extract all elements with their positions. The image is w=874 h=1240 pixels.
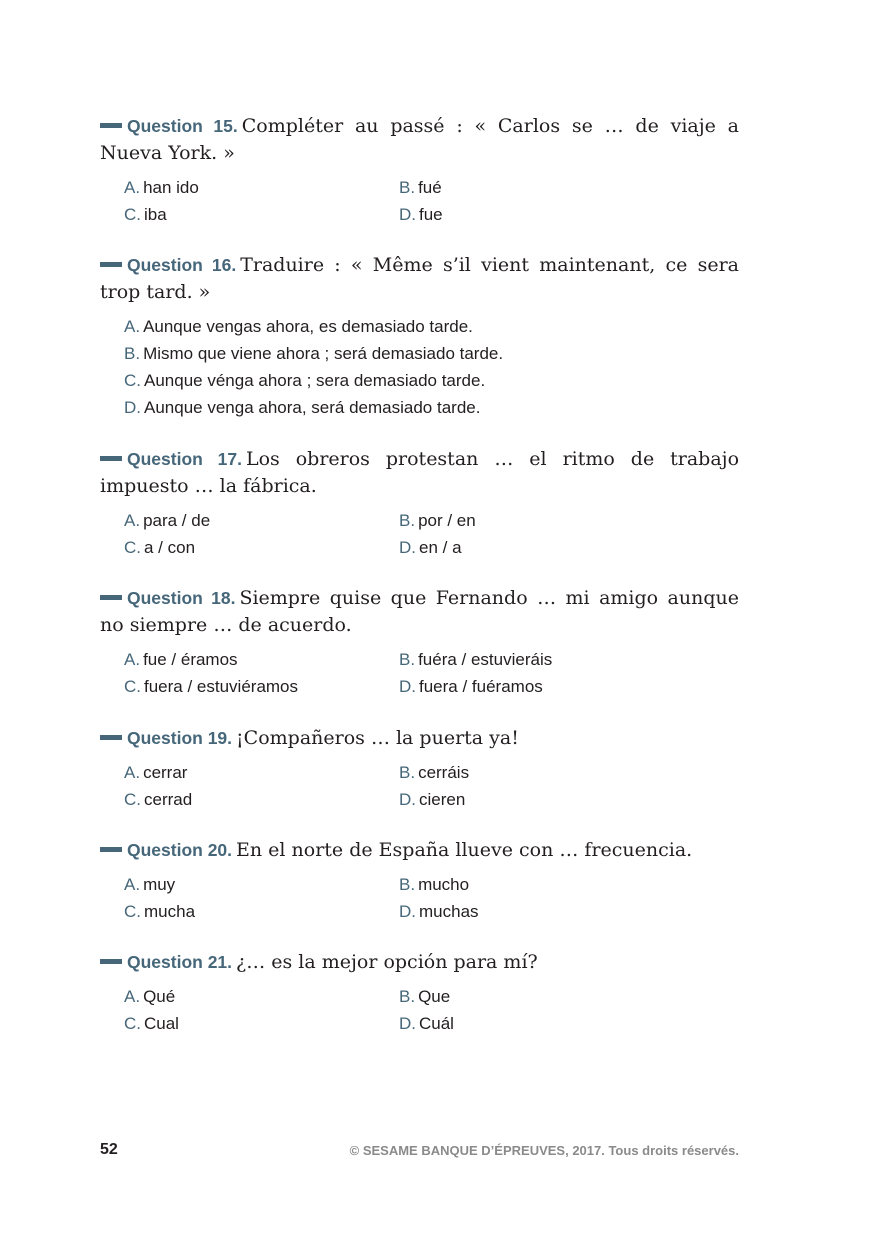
question-20	[100, 837, 739, 923]
option-text: fue	[419, 205, 443, 224]
answer-option-d[interactable]	[399, 788, 649, 811]
option-text: Aunque vénga ahora ; sera demasiado tarde.	[144, 371, 486, 390]
copyright-notice: © SESAME BANQUE D’ÉPREUVES, 2017. Tous droits réservés.	[349, 1143, 739, 1158]
option-letter: B.	[399, 178, 416, 197]
question-prompt	[100, 725, 739, 752]
answer-option-b[interactable]	[399, 648, 649, 671]
option-text: Aunque vengas ahora, es demasiado tarde.	[143, 317, 473, 336]
answer-option-c[interactable]	[124, 536, 399, 559]
option-letter: D.	[399, 902, 416, 921]
dash-marker-icon	[100, 262, 122, 267]
question-text: ¿… es la mejor opción para mí?	[236, 951, 538, 973]
answer-option-d[interactable]	[399, 1012, 649, 1035]
answer-options	[124, 648, 739, 698]
question-prompt	[100, 949, 739, 976]
page-number: 52	[100, 1141, 118, 1158]
option-text: Cual	[144, 1014, 179, 1033]
option-text: iba	[144, 205, 167, 224]
option-text: Aunque venga ahora, será demasiado tarde.	[144, 398, 481, 417]
question-21	[100, 949, 739, 1035]
option-letter: A.	[124, 317, 141, 336]
option-letter: C.	[124, 1014, 141, 1033]
option-letter: A.	[124, 178, 141, 197]
answer-options	[124, 509, 739, 559]
answer-option-b[interactable]	[399, 761, 649, 784]
question-label: Question 20.	[127, 840, 233, 860]
option-letter: B.	[399, 763, 416, 782]
answer-options	[124, 873, 739, 923]
option-text: mucha	[144, 902, 196, 921]
answer-options	[124, 761, 739, 811]
option-letter: C.	[124, 371, 141, 390]
answer-option-b[interactable]	[399, 873, 649, 896]
option-text: han ido	[143, 178, 199, 197]
answer-option-b[interactable]	[399, 176, 649, 199]
question-label: Question 21.	[127, 952, 233, 972]
option-letter: D.	[399, 538, 416, 557]
option-text: por / en	[418, 511, 476, 530]
dash-marker-icon	[100, 959, 122, 964]
dash-marker-icon	[100, 847, 122, 852]
answer-option-d[interactable]	[124, 396, 739, 419]
question-text: Siempre quise que Fernando … mi amigo aunque no siempre … de acuerdo.	[100, 587, 740, 636]
question-text: Compléter au passé : « Carlos se … de viaje a Nueva York. »	[100, 115, 739, 164]
question-15	[100, 113, 739, 226]
question-label: Question 18.	[127, 588, 236, 608]
question-text: En el norte de España llueve con … frecuencia.	[236, 839, 693, 861]
option-letter: A.	[124, 875, 141, 894]
option-letter: D.	[124, 398, 141, 417]
option-text: fuera / estuviéramos	[144, 677, 299, 696]
answer-option-c[interactable]	[124, 788, 399, 811]
option-letter: C.	[124, 538, 141, 557]
option-letter: C.	[124, 677, 141, 696]
dash-marker-icon	[100, 123, 122, 128]
answer-option-a[interactable]	[124, 315, 739, 338]
dash-marker-icon	[100, 595, 122, 600]
question-19	[100, 725, 739, 811]
option-letter: B.	[399, 511, 416, 530]
answer-option-c[interactable]	[124, 1012, 399, 1035]
question-text: ¡Compañeros … la puerta ya!	[236, 727, 519, 749]
option-text: cerráis	[418, 763, 470, 782]
option-letter: C.	[124, 205, 141, 224]
dash-marker-icon	[100, 456, 122, 461]
option-text: en / a	[419, 538, 462, 557]
answer-option-b[interactable]	[399, 985, 649, 1008]
answer-option-a[interactable]	[124, 176, 399, 199]
answer-options	[124, 985, 739, 1035]
option-letter: D.	[399, 205, 416, 224]
option-letter: A.	[124, 650, 141, 669]
question-17	[100, 446, 739, 559]
answer-option-d[interactable]	[399, 900, 649, 923]
option-text: para / de	[143, 511, 211, 530]
question-prompt	[100, 252, 739, 306]
option-text: Cuál	[419, 1014, 454, 1033]
option-letter: B.	[124, 344, 141, 363]
answer-options	[124, 315, 739, 419]
question-text: Traduire : « Même s’il vient maintenant, ce sera trop tard. »	[100, 254, 739, 303]
option-letter: A.	[124, 987, 141, 1006]
option-letter: C.	[124, 790, 141, 809]
option-letter: D.	[399, 1014, 416, 1033]
answer-option-a[interactable]	[124, 648, 399, 671]
option-text: Qué	[143, 987, 176, 1006]
answer-option-b[interactable]	[124, 342, 739, 365]
option-text: muy	[143, 875, 176, 894]
answer-option-d[interactable]	[399, 675, 649, 698]
option-letter: C.	[124, 902, 141, 921]
dash-marker-icon	[100, 735, 122, 740]
answer-option-a[interactable]	[124, 873, 399, 896]
answer-option-c[interactable]	[124, 900, 399, 923]
question-label: Question 16.	[127, 255, 237, 275]
option-letter: D.	[399, 790, 416, 809]
question-label: Question 17.	[127, 449, 242, 469]
question-prompt	[100, 113, 739, 167]
question-label: Question 19.	[127, 728, 233, 748]
answer-option-c[interactable]	[124, 675, 399, 698]
option-letter: D.	[399, 677, 416, 696]
option-letter: B.	[399, 650, 416, 669]
question-text: Los obreros protestan … el ritmo de trabajo impuesto … la fábrica.	[100, 448, 740, 497]
option-letter: B.	[399, 987, 416, 1006]
option-text: Que	[418, 987, 451, 1006]
option-text: cerrad	[144, 790, 193, 809]
answer-option-c[interactable]	[124, 203, 399, 226]
answer-option-b[interactable]	[399, 509, 649, 532]
option-text: muchas	[419, 902, 479, 921]
question-prompt	[100, 446, 739, 500]
page	[100, 0, 739, 1240]
question-18	[100, 585, 739, 698]
answer-option-c[interactable]	[124, 369, 739, 392]
answer-option-d[interactable]	[399, 536, 649, 559]
answer-options	[124, 176, 739, 226]
option-text: cieren	[419, 790, 466, 809]
option-letter: A.	[124, 511, 141, 530]
answer-option-a[interactable]	[124, 985, 399, 1008]
option-text: mucho	[418, 875, 470, 894]
option-text: fuera / fuéramos	[419, 677, 543, 696]
option-text: fué	[418, 178, 442, 197]
option-text: fuéra / estuvieráis	[418, 650, 553, 669]
answer-option-d[interactable]	[399, 203, 649, 226]
option-text: a / con	[144, 538, 196, 557]
option-letter: B.	[399, 875, 416, 894]
option-letter: A.	[124, 763, 141, 782]
question-prompt	[100, 837, 739, 864]
answer-option-a[interactable]	[124, 509, 399, 532]
option-text: Mismo que viene ahora ; será demasiado tarde.	[143, 344, 504, 363]
option-text: fue / éramos	[143, 650, 238, 669]
answer-option-a[interactable]	[124, 761, 399, 784]
question-label: Question 15.	[127, 116, 238, 136]
question-prompt	[100, 585, 739, 639]
question-16	[100, 252, 739, 419]
option-text: cerrar	[143, 763, 188, 782]
